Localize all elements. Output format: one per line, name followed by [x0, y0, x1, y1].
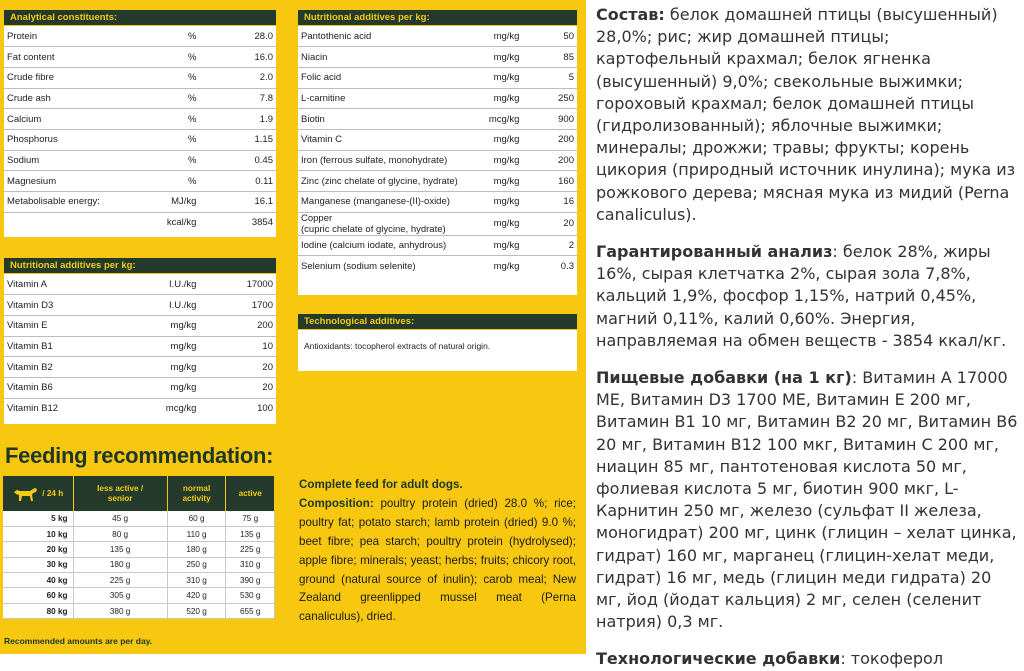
additives-table-left: [4, 274, 276, 419]
complete-feed-title: Complete feed for adult dogs.: [299, 478, 463, 491]
dog-weight: 30 kg: [3, 557, 73, 572]
nutrient-name: Vitamin B1: [4, 336, 136, 357]
nutrient-row: [298, 235, 577, 256]
nutrient-value: 0.45: [199, 150, 276, 171]
nutrient-unit: %: [136, 150, 199, 171]
nutrient-unit: I.U./kg: [136, 274, 199, 295]
nutrient-row: [4, 88, 276, 109]
nutrient-row: [4, 47, 276, 68]
feeding-amount: 380 g: [73, 603, 167, 618]
nutrient-row: [4, 357, 276, 378]
nutrient-row: [4, 274, 276, 295]
feeding-row: [3, 542, 275, 557]
nutrient-row: [298, 129, 577, 150]
nutrient-value: 5: [522, 67, 577, 88]
nutrient-value: 28.0: [199, 26, 276, 47]
nutrient-unit: %: [136, 129, 199, 150]
nutrient-value: 1700: [199, 295, 276, 316]
additives-table-right: [298, 26, 577, 277]
feeding-amount: 60 g: [167, 511, 226, 526]
feeding-amount: 655 g: [226, 603, 275, 618]
dog-weight: 60 kg: [3, 588, 73, 603]
ru-guaranteed-analysis: [596, 241, 1018, 352]
feeding-amount: 225 g: [73, 573, 167, 588]
nutrient-unit: mg/kg: [461, 212, 523, 235]
nutrient-name: Vitamin A: [4, 274, 136, 295]
nutrient-unit: %: [136, 67, 199, 88]
nutrient-row: [4, 377, 276, 398]
nutrient-row: [4, 315, 276, 336]
nutrient-unit: mg/kg: [461, 150, 523, 171]
nutrient-unit: %: [136, 47, 199, 68]
feeding-amount: 45 g: [73, 511, 167, 526]
feeding-amount: 520 g: [167, 603, 226, 618]
nutrient-unit: mg/kg: [461, 26, 523, 47]
analytical-constituents-panel: [4, 10, 276, 237]
nutrient-row: [4, 212, 276, 233]
nutrient-unit: mg/kg: [461, 88, 523, 109]
nutrient-unit: %: [136, 171, 199, 192]
nutrient-unit: mg/kg: [493, 260, 520, 272]
nutrient-value: 20: [522, 212, 577, 235]
nutrient-value: 0.11: [199, 171, 276, 192]
nutrient-value: 200: [199, 315, 276, 336]
nutrient-value: 16.1: [199, 192, 276, 213]
nutrient-name: Vitamin B6: [4, 377, 136, 398]
feeding-amount: 180 g: [73, 557, 167, 572]
feeding-amount: 135 g: [73, 542, 167, 557]
nutrient-row: [4, 150, 276, 171]
nutrient-value: 16.0: [199, 47, 276, 68]
nutrient-name: Sodium: [4, 150, 136, 171]
nutrient-name: Niacin: [298, 47, 461, 68]
nutrient-row: [4, 336, 276, 357]
nutrient-name: Selenium (sodium selenite): [301, 260, 416, 272]
feeding-amount: 80 g: [73, 526, 167, 541]
nutritional-additives-title-left: Nutritional additives per kg:: [4, 258, 276, 274]
nutrient-name: Copper (cupric chelate of glycine, hydrate): [298, 212, 461, 235]
technological-additives-text: Antioxidants: tocopherol extracts of natural origin.: [304, 341, 491, 351]
feeding-amount: 390 g: [226, 573, 275, 588]
feeding-row: [3, 511, 275, 526]
nutrient-unit: mg/kg: [136, 357, 199, 378]
nutrient-name: Crude ash: [4, 88, 136, 109]
nutrient-name: Phosphorus: [4, 129, 136, 150]
technological-additives-title: Technological additives:: [298, 314, 577, 330]
nutrient-value: 3854: [251, 217, 273, 229]
ru-composition-label: Состав:: [596, 5, 665, 24]
feeding-amount: 310 g: [167, 573, 226, 588]
nutrient-name: Crude fibre: [4, 67, 136, 88]
ru-composition-text: белок домашней птицы (высушенный) 28,0%; рис; жир домашней птицы; картофельный крахмал; белок ягненка (высушенный) 9,0%; свекольные выжимки; гороховый крахмал; белок домашней птицы (гидролизованный); яблочные выжимки; минералы; дрожжи; травы; фрукты; корень цикория (природный источник инулина); мука из рожкового дерева; мясная мука из мидий (Perna canaliculus).: [596, 5, 1016, 224]
nutrient-unit: mg/kg: [461, 67, 523, 88]
nutrient-name: Zinc (zinc chelate of glycine, hydrate): [298, 171, 461, 192]
nutrient-unit: mcg/kg: [165, 403, 197, 415]
dog-weight: 80 kg: [3, 603, 73, 618]
nutrient-row: [298, 256, 577, 277]
nutrient-unit: kcal/kg: [166, 217, 197, 229]
nutrient-value: 85: [522, 47, 577, 68]
nutrient-name: Folic acid: [298, 67, 461, 88]
nutrient-row: [4, 129, 276, 150]
ru-analysis-label: Гарантированный анализ: [596, 242, 833, 262]
feeding-amount: 310 g: [226, 557, 275, 572]
nutrient-row: [298, 212, 577, 235]
nutrient-row: [298, 67, 577, 88]
nutrient-row: [4, 171, 276, 192]
composition-label: Composition:: [299, 496, 374, 510]
dog-weight: 40 kg: [3, 573, 73, 588]
nutritional-additives-panel-left: [4, 258, 276, 424]
nutrient-row: [298, 171, 577, 192]
nutrient-name: Vitamin B12: [7, 403, 59, 415]
nutrient-value: 1.9: [199, 109, 276, 130]
nutrient-unit: mg/kg: [136, 336, 199, 357]
russian-description: [586, 0, 1024, 669]
nutritional-additives-panel-right: [298, 10, 577, 295]
ru-tech-text: : токоферол: [840, 649, 944, 669]
nutrient-unit: mg/kg: [461, 129, 523, 150]
feeding-row: [3, 588, 275, 603]
nutrient-value: 160: [522, 171, 577, 192]
nutrient-name: Protein: [4, 26, 136, 47]
feeding-row: [3, 603, 275, 618]
nutrient-unit: %: [136, 26, 199, 47]
nutrient-value: 10: [199, 336, 276, 357]
nutrient-unit: mg/kg: [136, 377, 199, 398]
nutrient-value: 100: [257, 403, 273, 415]
ru-analysis-text: : белок 28%, жиры 16%, сырая клетчатка 2%, сырая зола 7,8%, кальций 1,9%, фосфор 1,15%, натрий 0,45%, магний 0,11%, калий 0,60%. Энергия, направляемая на обмен веществ - 3854 ккал/кг.: [596, 242, 1007, 350]
nutrient-value: 0.3: [560, 260, 574, 272]
nutrient-row: [4, 26, 276, 47]
dog-weight: 10 kg: [3, 526, 73, 541]
nutrient-name: L-carnitine: [298, 88, 461, 109]
nutrient-value: 1.15: [199, 129, 276, 150]
composition-text: poultry protein (dried) 28.0 %; rice; poultry fat; potato starch; lamb protein (dried) 9.0 %; beet fibre; pea starch; poultry protein (hydrolysed); apple fibre; minerals; yeast; herbs; fruits; chicory root, ground (natural source of inulin); carob meal; New Zealand greenlipped mussel meat (Perna canaliculus), dried.: [299, 496, 576, 624]
feeding-row: [3, 526, 275, 541]
nutrient-value: 20: [199, 377, 276, 398]
nutrient-value: 7.8: [199, 88, 276, 109]
feeding-amount: 225 g: [226, 542, 275, 557]
dog-weight: 20 kg: [3, 542, 73, 557]
ru-additives-text: : Витамин А 17000 МЕ, Витамин D3 1700 МЕ, Витамин Е 200 мг, Витамин В1 10 мг, Витамин В2 20 мг, Витамин В6 20 мг, Витамин В12 100 мкг, Витамин С 200 мг, ниацин 85 мг, пантотеновая кислота 50 мг, фолиевая кислота 5 мг, биотин 900 мкг, L-Карнитин 250 мг, железо (сульфат II железа, моногидрат) 200 мг, цинк (глицин – хелат цинка, гидрат) 160 мг, марганец (глицин-хелат меди, гидрат) 16 мг, медь (глицин меди гидрата) 20 мг, йод (йодат кальция) 2 мг, селен (селенит натрия) 0,3 мг.: [596, 368, 1018, 632]
nutrient-value: 2: [522, 235, 577, 256]
feeding-table: [3, 476, 275, 619]
nutrient-unit: mg/kg: [461, 171, 523, 192]
nutrient-name: Pantothenic acid: [298, 26, 461, 47]
analytical-constituents-title: Analytical constituents:: [4, 10, 276, 26]
nutrient-row: [4, 109, 276, 130]
nutrient-value: 2.0: [199, 67, 276, 88]
nutrient-name: Fat content: [4, 47, 136, 68]
nutrient-row: [4, 295, 276, 316]
nutrient-name: Metabolisable energy:: [4, 192, 136, 213]
feeding-note: Recommended amounts are per day.: [4, 636, 153, 646]
feeding-amount: 135 g: [226, 526, 275, 541]
nutrient-unit: mg/kg: [136, 315, 199, 336]
feeding-row: [3, 557, 275, 572]
nutrient-name: Iodine (calcium iodate, anhydrous): [298, 235, 461, 256]
feeding-amount: 305 g: [73, 588, 167, 603]
nutrient-name: Iron (ferrous sulfate, monohydrate): [298, 150, 461, 171]
nutrient-row: [298, 26, 577, 47]
feeding-amount: 180 g: [167, 542, 226, 557]
feeding-header-weight: [3, 476, 73, 511]
nutrient-value: 17000: [199, 274, 276, 295]
nutrient-unit: mg/kg: [461, 235, 523, 256]
nutrient-row: [4, 398, 276, 419]
nutrient-name: Vitamin D3: [4, 295, 136, 316]
nutrient-unit: mcg/kg: [461, 109, 523, 130]
feeding-header-less-active: less active / senior: [73, 476, 167, 511]
feeding-amount: 250 g: [167, 557, 226, 572]
nutrient-value: 16: [522, 192, 577, 213]
nutrient-unit: I.U./kg: [136, 295, 199, 316]
nutrient-row: [298, 109, 577, 130]
nutrient-row: [298, 192, 577, 213]
feeding-amount: 110 g: [167, 526, 226, 541]
nutrient-value: 200: [522, 129, 577, 150]
nutrient-unit: MJ/kg: [136, 192, 199, 213]
nutrient-value: 50: [522, 26, 577, 47]
feeding-header-normal: normal activity: [167, 476, 226, 511]
nutrient-value: 250: [522, 88, 577, 109]
nutrient-name: Vitamin E: [4, 315, 136, 336]
nutrient-name: Biotin: [298, 109, 461, 130]
ru-composition: [596, 4, 1018, 226]
feeding-recommendation-title: Feeding recommendation:: [5, 443, 274, 468]
dog-weight: 5 kg: [3, 511, 73, 526]
nutrient-unit: %: [136, 88, 199, 109]
nutrient-row: [298, 88, 577, 109]
nutrient-row: [298, 150, 577, 171]
ru-nutritional-additives: [596, 367, 1018, 633]
feeding-amount: 420 g: [167, 588, 226, 603]
nutrient-name: Manganese (manganese-(II)-oxide): [298, 192, 461, 213]
nutrient-value: 900: [522, 109, 577, 130]
nutrient-unit: mg/kg: [461, 47, 523, 68]
ru-tech-label: Технологические добавки: [596, 649, 841, 669]
ru-technological-additives: [596, 648, 1018, 670]
nutrient-value: 20: [199, 357, 276, 378]
technological-additives-panel: [298, 314, 577, 371]
nutrient-name: Calcium: [4, 109, 136, 130]
nutrient-row: [298, 47, 577, 68]
dog-icon: [12, 486, 38, 502]
nutritional-additives-title-right: Nutritional additives per kg:: [298, 10, 577, 26]
nutrient-name: Magnesium: [4, 171, 136, 192]
nutrient-unit: mg/kg: [461, 192, 523, 213]
nutrient-row: [4, 67, 276, 88]
ru-additives-label: Пищевые добавки (на 1 кг): [596, 368, 852, 388]
feeding-amount: 530 g: [226, 588, 275, 603]
nutrient-value: 200: [522, 150, 577, 171]
per-day-label: / 24 h: [42, 488, 64, 498]
complete-feed-block: [299, 476, 576, 627]
feeding-amount: 75 g: [226, 511, 275, 526]
nutrient-unit: %: [136, 109, 199, 130]
nutrient-name: [4, 212, 136, 233]
analytical-table: [4, 26, 276, 233]
nutrient-row: [4, 192, 276, 213]
nutrient-name: Vitamin B2: [4, 357, 136, 378]
nutrient-name: Vitamin C: [298, 129, 461, 150]
feeding-row: [3, 573, 275, 588]
feeding-header-active: active: [226, 476, 275, 511]
